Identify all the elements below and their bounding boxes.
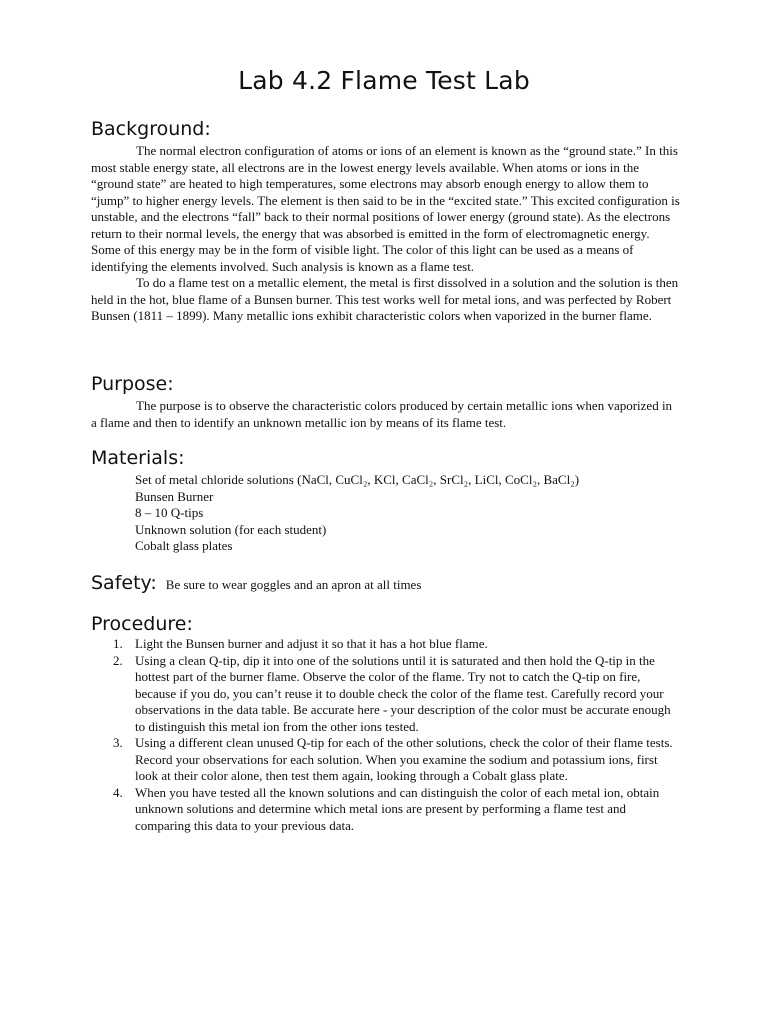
step-text: Using a different clean unused Q-tip for each of the other solutions, check the color of their flame tests. Record your observations for each solution. When you examine the sodium and potassium ions, first look at their color alone, then test them again, looking through a Cobalt glass plate. <box>135 735 673 783</box>
procedure-section <box>91 612 681 834</box>
page-title: Lab 4.2 Flame Test Lab <box>238 66 530 95</box>
materials-item: Cobalt glass plates <box>135 538 233 553</box>
step-text: When you have tested all the known solutions and can distinguish the color of each metal ion, obtain unknown solutions and determine which metal ions are present by performing a flame test and comparing this data to your previous data. <box>135 784 660 833</box>
background-heading: Background: <box>91 118 211 140</box>
step-text: Using a clean Q-tip, dip it into one of the solutions until it is saturated and then hold the Q-tip in the hottest part of the burner flame. Observe the color of the flame. Try not to catch the Q-tip on fire, because if you do, you can’t reuse it to double check the color of the flame test. Carefully record your observations in the data table. Be accurate here - your description of the color must be accurate enough to distinguish this metal ion from the other ions tested. <box>135 652 671 734</box>
safety-section <box>91 571 681 595</box>
materials-heading: Materials: <box>91 447 185 469</box>
materials-item: 8 – 10 Q-tips <box>135 505 204 520</box>
background-section <box>91 117 681 325</box>
step-number: 1. <box>113 636 123 651</box>
procedure-step <box>113 636 681 653</box>
materials-item: Unknown solution (for each student) <box>135 521 327 537</box>
step-text: Light the Bunsen burner and adjust it so that it has a hot blue flame. <box>135 636 488 651</box>
safety-heading: Safety: <box>91 572 157 594</box>
procedure-list <box>91 636 681 834</box>
materials-list <box>91 472 681 555</box>
materials-item: Set of metal chloride solutions (NaCl, CuCl₂, KCl, CaCl₂, SrCl₂, LiCl, CoCl₂, BaCl₂) <box>135 472 580 487</box>
step-number: 4. <box>113 784 123 800</box>
safety-text: Be sure to wear goggles and an apron at all times <box>165 577 422 592</box>
background-paragraph-2: To do a flame test on a metallic element, the metal is first dissolved in a solution and the solution is then held in the hot, blue flame of a Bunsen burner. This test works well for metal ions, and was perfected by Robert Bunsen (1811 – 1899). Many metallic ions exhibit characteristic colors when vaporized in the burner flame. <box>91 275 679 323</box>
background-paragraph-1: The normal electron configuration of atoms or ions of an element is known as the “ground state.” In this most stable energy state, all electrons are in the lowest energy levels available. When atoms or ions in the “ground state” are heated to high temperatures, some electrons may absorb enough energy to allow them to “jump” to higher energy levels. The element is then said to be in the “excited state.” This excited configuration is unstable, and the electrons “fall” back to their normal positions of lower energy (ground state). As the electrons return to their normal levels, the energy that was absorbed is emitted in the form of electromagnetic energy. Some of this energy may be in the form of visible light. The color of this light can be used as a means of identifying the elements involved. Such analysis is known as a flame test. <box>91 143 680 274</box>
materials-section <box>91 446 681 555</box>
step-number: 3. <box>113 735 123 750</box>
procedure-step <box>113 735 681 785</box>
step-number: 2. <box>113 652 123 668</box>
purpose-heading: Purpose: <box>91 373 174 395</box>
procedure-heading: Procedure: <box>91 613 193 635</box>
purpose-paragraph: The purpose is to observe the characteristic colors produced by certain metallic ions when vaporized in a flame and then to identify an unknown metallic ion by means of its flame test. <box>91 398 673 430</box>
purpose-section <box>91 372 681 431</box>
procedure-step <box>113 784 681 835</box>
materials-item: Bunsen Burner <box>135 488 214 504</box>
procedure-step <box>113 652 681 736</box>
